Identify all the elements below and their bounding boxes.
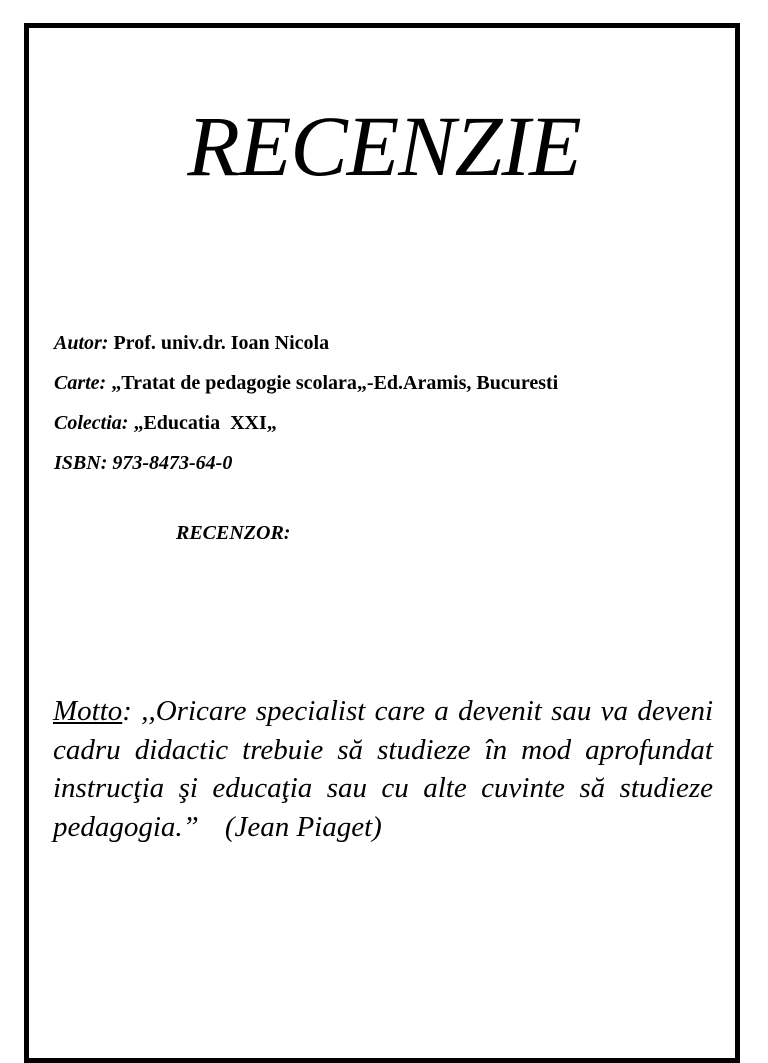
recenzor-label bbox=[176, 521, 290, 545]
isbn-line bbox=[54, 451, 232, 475]
autor-line bbox=[54, 331, 329, 355]
motto-colon: : bbox=[122, 695, 132, 727]
autor-value: Prof. univ.dr. Ioan Nicola bbox=[113, 332, 330, 354]
isbn-value: ISBN: 973-8473-64-0 bbox=[54, 452, 233, 474]
recenzor-text: RECENZOR: bbox=[176, 522, 291, 544]
colectia-label: Colectia: bbox=[54, 412, 129, 434]
autor-label: Autor: bbox=[54, 332, 109, 354]
colectia-line bbox=[54, 411, 277, 435]
carte-value: „Tratat de pedagogie scolara„-Ed.Aramis, Bucuresti bbox=[111, 372, 559, 394]
colectia-value: „Educatia XXI„ bbox=[133, 412, 277, 434]
carte-label: Carte: bbox=[54, 372, 107, 394]
motto-quote bbox=[53, 692, 713, 846]
document-title bbox=[0, 96, 768, 196]
motto-author: (Jean Piaget) bbox=[224, 810, 382, 843]
document-title-text: RECENZIE bbox=[187, 98, 581, 194]
carte-line bbox=[54, 371, 558, 395]
motto-text: ,,Oricare specialist care a devenit sau va deveni cadru didactic trebuie să studieze în mod aprofundat instrucţia şi educaţia sau cu alte cuvinte să studieze pedagogia.” bbox=[53, 695, 713, 843]
motto-label: Motto bbox=[53, 695, 123, 727]
